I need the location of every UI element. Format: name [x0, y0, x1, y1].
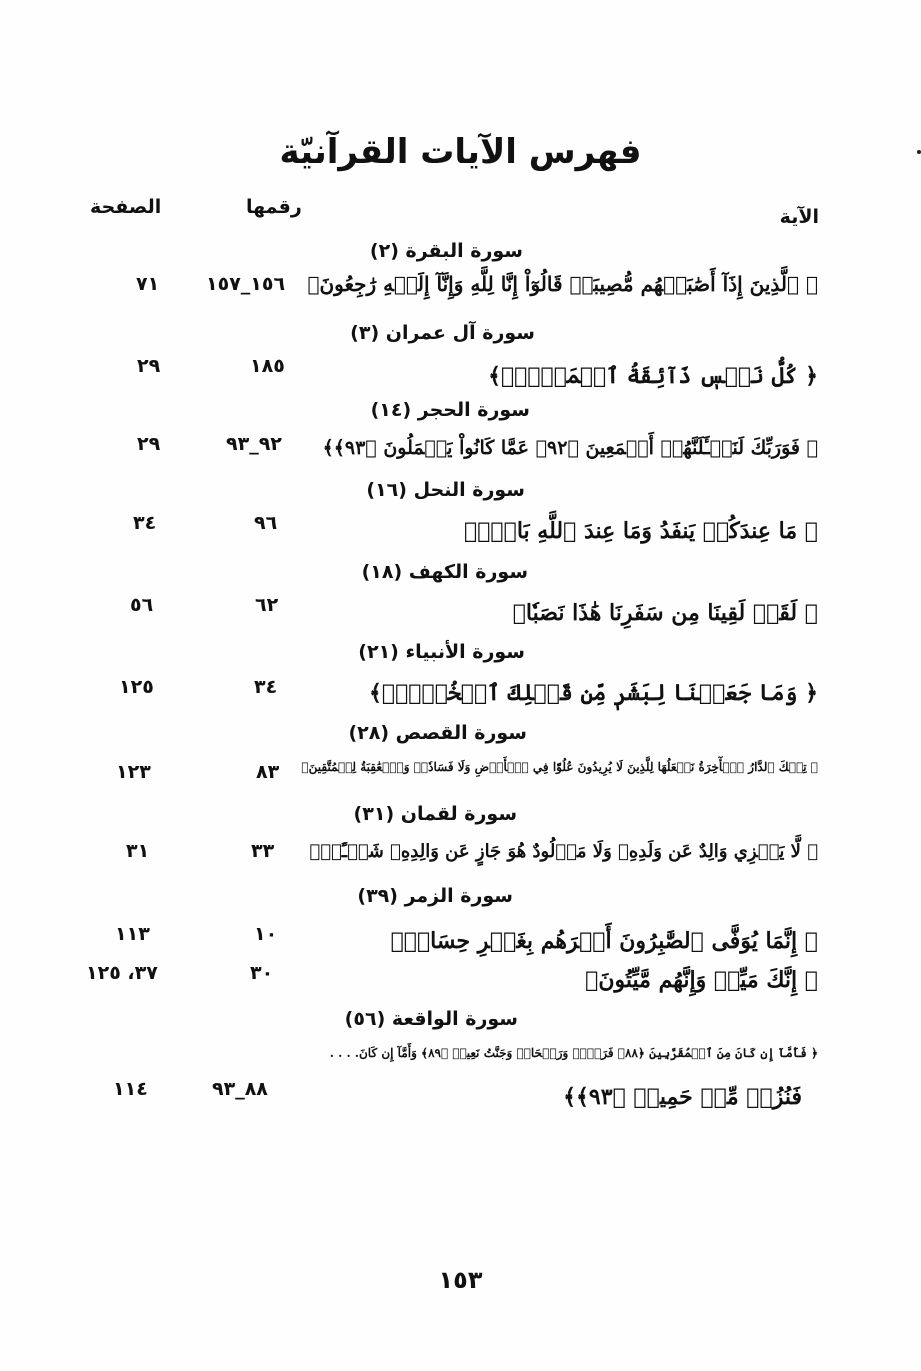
page-reference: ١١٣: [115, 923, 150, 945]
index-title: فهرس الآيات القرآنيّة: [279, 132, 642, 172]
surah-heading: سورة البقرة (٢): [369, 240, 523, 262]
surah-heading: سورة الواقعة (٥٦): [344, 1008, 518, 1030]
verse-number: ١٥٦_١٥٧: [206, 273, 286, 295]
verse-text: ﴿ لَقَدۡ لَقِينَا مِن سَفَرِنَا هَٰذَا نَصَبٗا﴾: [512, 600, 818, 626]
verse-number: ١٨٥: [250, 355, 285, 377]
verse-text: ﴿ كُلُّ نَفۡسٖ ذَآئِقَةُ ٱلۡمَوۡتِۗ﴾: [488, 363, 818, 389]
column-header-ayah: الآية: [779, 206, 819, 228]
page-reference: ١٢٥: [119, 676, 154, 698]
verse-number: ٨٣: [256, 761, 280, 783]
page-reference: ٧١: [136, 273, 160, 295]
page-reference: ٣٤: [133, 512, 157, 534]
page-reference: ٣٧، ١٢٥: [86, 962, 158, 984]
verse-number: ٣٠: [250, 962, 274, 984]
surah-heading: سورة لقمان (٣١): [353, 803, 517, 825]
column-header-page: الصفحة: [90, 196, 162, 218]
verse-number: ٩٢_٩٣: [226, 433, 282, 455]
page-reference: ١٢٣: [116, 761, 151, 783]
verse-text: ﴿ إِنَّمَا يُوَفَّى ٱلصَّٰبِرُونَ أَجۡرَهُم بِغَيۡرِ حِسَابٖ﴾: [390, 928, 818, 954]
page-reference: ٢٩: [137, 355, 161, 377]
surah-heading: سورة الأنبياء (٢١): [358, 641, 525, 663]
surah-heading: سورة آل عمران (٣): [350, 322, 535, 344]
verse-text: ﴿ ٱلَّذِينَ إِذَآ أَصَٰبَتۡهُم مُّصِيبَةٞ قَالُوٓاْ إِنَّا لِلَّهِ وَإِنَّآ إِلَيۡهِ رَٰجِعُونَ﴾: [307, 272, 818, 296]
page-reference: ٥٦: [130, 594, 154, 616]
verse-number: ٣٤: [254, 676, 278, 698]
page-number: ١٥٣: [438, 1266, 483, 1294]
surah-heading: سورة الحجر (١٤): [370, 399, 530, 421]
surah-heading: سورة النحل (١٦): [366, 479, 525, 501]
page-reference: ٣١: [126, 840, 150, 862]
column-header-number: رقمها: [246, 196, 302, 218]
verse-number: ٩٦: [254, 512, 278, 534]
verse-number: ١٠: [254, 923, 278, 945]
verse-text: ﴿ فَوَرَبِّكَ لَنَسۡـَٔلَنَّهُمۡ أَجۡمَعِينَ ﴿٩٢﴾ عَمَّا كَانُواْ يَعۡمَلُونَ ﴿٩٣﴾﴾: [322, 437, 818, 459]
verse-text: ﴿ لَّا يَجۡزِي وَالِدٌ عَن وَلَدِهِۦ وَلَا مَوۡلُودٌ هُوَ جَازٍ عَن وَالِدِهِۦ شَيۡـًٔاۚ﴾: [309, 841, 818, 862]
surah-heading: سورة الزمر (٣٩): [357, 885, 513, 907]
verse-continuation: فَنُزُلٞ مِّنۡ حَمِيمٖ ﴿٩٣﴾﴾: [563, 1084, 802, 1110]
verse-number: ٦٢: [255, 594, 279, 616]
verse-text: ﴿ تِلۡكَ ٱلدَّارُ ٱلۡأٓخِرَةُ نَجۡعَلُهَا لِلَّذِينَ لَا يُرِيدُونَ عُلُوّٗا فِي ٱلۡأَرۡضِ وَلَا فَسَادٗاۚ وَٱلۡعَٰقِبَةُ لِلۡمُتَّقِينَ﴾: [301, 760, 818, 774]
verse-text: ﴿ مَا عِندَكُمۡ يَنفَدُ وَمَا عِندَ ٱللَّهِ بَاقٖۗ﴾: [464, 518, 818, 544]
verse-number: ٣٣: [251, 840, 275, 862]
verse-number: ٨٨_٩٣: [212, 1078, 268, 1100]
surah-heading: سورة القصص (٢٨): [348, 722, 527, 744]
margin-mark: [917, 150, 921, 154]
page-reference: ١١٤: [113, 1078, 148, 1100]
page-reference: ٢٩: [137, 433, 161, 455]
verse-text: ﴿ فَأَمَّآ إِن كَانَ مِنَ ٱلۡمُقَرَّبِينَ ﴿٨٨﴾ فَرَوۡحٞ وَرَيۡحَانٞ وَجَنَّتُ نَعِيمٖ ﴿٨٩﴾ وَأَمَّآ إِن كَانَ. . . .: [329, 1046, 818, 1060]
verse-text: ﴿ إِنَّكَ مَيِّتٞ وَإِنَّهُم مَّيِّتُونَ﴾: [585, 967, 818, 993]
surah-heading: سورة الكهف (١٨): [361, 561, 528, 583]
verse-text: ﴿ وَمَا جَعَلۡنَا لِبَشَرٖ مِّن قَبۡلِكَ ٱلۡخُلۡدَۖ﴾: [369, 680, 818, 706]
